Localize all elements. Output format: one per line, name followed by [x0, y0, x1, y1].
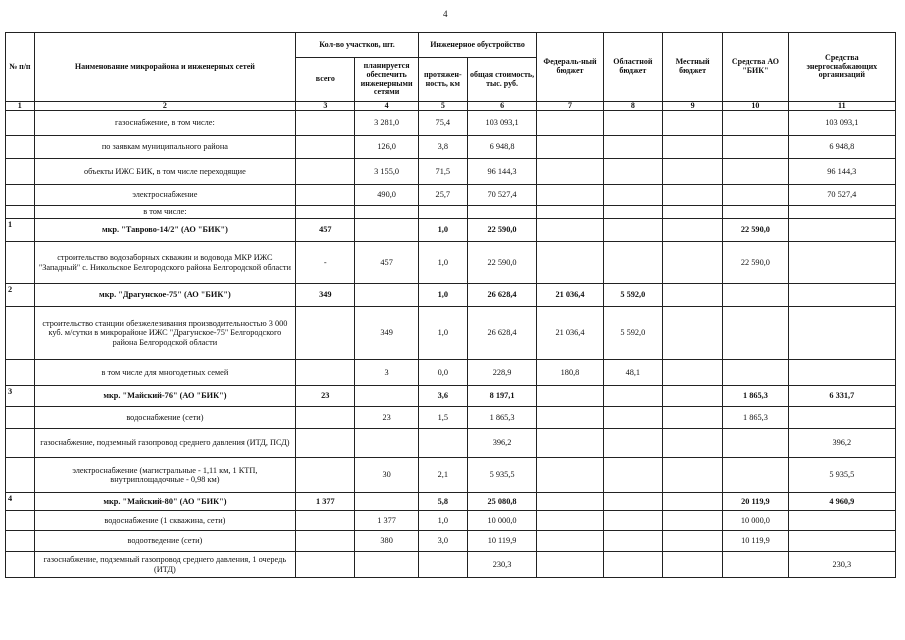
plots-total — [296, 111, 355, 136]
plots-planned: 1 377 — [355, 511, 418, 531]
row-name: электроснабжение (магистральные - 1,11 км, 1 КТП, внутриплощадочные - 0,98 км) — [34, 458, 296, 493]
column-number: 1 — [6, 102, 35, 111]
plots-total — [296, 552, 355, 578]
federal-budget: 180,8 — [537, 360, 603, 386]
row-name: газоснабжение, подземный газопровод среднего давления, 1 очередь (ИТД) — [34, 552, 296, 578]
column-numbers-row — [6, 102, 896, 111]
row-number — [6, 136, 35, 159]
length-km: 3,0 — [418, 531, 467, 552]
row-name: объекты ИЖС БИК, в том числе переходящие — [34, 159, 296, 185]
federal-budget — [537, 407, 603, 429]
regional-budget — [603, 511, 662, 531]
federal-budget — [537, 206, 603, 219]
row-number — [6, 185, 35, 206]
federal-budget — [537, 136, 603, 159]
local-budget — [662, 159, 722, 185]
plots-planned — [355, 386, 418, 407]
total-cost: 396,2 — [467, 429, 536, 458]
row-number — [6, 511, 35, 531]
header-energy: Средства энергоснабжающих организаций — [788, 33, 895, 102]
table-row — [6, 242, 896, 284]
plots-total: 1 377 — [296, 493, 355, 511]
regional-budget — [603, 552, 662, 578]
regional-budget — [603, 493, 662, 511]
column-number: 4 — [355, 102, 418, 111]
federal-budget — [537, 159, 603, 185]
total-cost: 10 000,0 — [467, 511, 536, 531]
plots-planned: 490,0 — [355, 185, 418, 206]
energy-funds — [788, 531, 895, 552]
plots-total: - — [296, 242, 355, 284]
energy-funds: 5 935,5 — [788, 458, 895, 493]
row-number — [6, 458, 35, 493]
total-cost: 230,3 — [467, 552, 536, 578]
bik-funds — [723, 360, 788, 386]
local-budget — [662, 206, 722, 219]
federal-budget — [537, 242, 603, 284]
total-cost: 5 935,5 — [467, 458, 536, 493]
plots-total — [296, 360, 355, 386]
plots-planned — [355, 284, 418, 307]
row-number — [6, 242, 35, 284]
row-name: мкр. "Майский-76" (АО "БИК") — [34, 386, 296, 407]
table-row — [6, 284, 896, 307]
table-row — [6, 159, 896, 185]
bik-funds: 10 119,9 — [723, 531, 788, 552]
table-row — [6, 360, 896, 386]
table-row — [6, 185, 896, 206]
regional-budget: 5 592,0 — [603, 284, 662, 307]
plots-total — [296, 136, 355, 159]
length-km: 1,5 — [418, 407, 467, 429]
plots-planned: 380 — [355, 531, 418, 552]
column-number: 3 — [296, 102, 355, 111]
energy-funds: 6 331,7 — [788, 386, 895, 407]
length-km: 5,8 — [418, 493, 467, 511]
local-budget — [662, 511, 722, 531]
local-budget — [662, 429, 722, 458]
table-row — [6, 493, 896, 511]
header-length: протяжен-ность, км — [418, 58, 467, 102]
row-number — [6, 307, 35, 360]
plots-planned: 457 — [355, 242, 418, 284]
plots-planned: 3 155,0 — [355, 159, 418, 185]
table-row — [6, 407, 896, 429]
row-name: в том числе: — [34, 206, 296, 219]
bik-funds — [723, 206, 788, 219]
table-row — [6, 511, 896, 531]
local-budget — [662, 219, 722, 242]
total-cost: 26 628,4 — [467, 307, 536, 360]
local-budget — [662, 111, 722, 136]
federal-budget — [537, 511, 603, 531]
header-local: Местный бюджет — [662, 33, 722, 102]
length-km: 0,0 — [418, 360, 467, 386]
row-number — [6, 206, 35, 219]
total-cost: 8 197,1 — [467, 386, 536, 407]
length-km: 1,0 — [418, 511, 467, 531]
column-number: 2 — [34, 102, 296, 111]
local-budget — [662, 493, 722, 511]
bik-funds: 20 119,9 — [723, 493, 788, 511]
regional-budget — [603, 531, 662, 552]
local-budget — [662, 407, 722, 429]
row-number: 1 — [6, 219, 35, 242]
bik-funds — [723, 159, 788, 185]
plots-planned — [355, 429, 418, 458]
energy-funds — [788, 242, 895, 284]
header-plots-total: всего — [296, 58, 355, 102]
energy-funds: 396,2 — [788, 429, 895, 458]
length-km: 1,0 — [418, 219, 467, 242]
local-budget — [662, 284, 722, 307]
plots-total — [296, 429, 355, 458]
row-name: водоснабжение (1 скважина, сети) — [34, 511, 296, 531]
federal-budget — [537, 219, 603, 242]
local-budget — [662, 136, 722, 159]
table-row — [6, 429, 896, 458]
local-budget — [662, 458, 722, 493]
federal-budget — [537, 386, 603, 407]
length-km — [418, 206, 467, 219]
header-bik: Средства АО "БИК" — [723, 33, 788, 102]
regional-budget: 48,1 — [603, 360, 662, 386]
row-name: мкр. "Драгунское-75" (АО "БИК") — [34, 284, 296, 307]
local-budget — [662, 242, 722, 284]
table-row — [6, 458, 896, 493]
plots-planned — [355, 493, 418, 511]
length-km: 2,1 — [418, 458, 467, 493]
federal-budget — [537, 185, 603, 206]
energy-funds — [788, 284, 895, 307]
header-plots-planned: планируется обеспечить инженерными сетями — [355, 58, 418, 102]
row-name: водоснабжение (сети) — [34, 407, 296, 429]
bik-funds — [723, 284, 788, 307]
row-name: мкр. "Таврово-14/2" (АО "БИК") — [34, 219, 296, 242]
column-number: 8 — [603, 102, 662, 111]
energy-funds — [788, 206, 895, 219]
total-cost — [467, 206, 536, 219]
federal-budget — [537, 458, 603, 493]
column-number: 11 — [788, 102, 895, 111]
length-km — [418, 429, 467, 458]
regional-budget — [603, 185, 662, 206]
row-number: 3 — [6, 386, 35, 407]
energy-funds: 96 144,3 — [788, 159, 895, 185]
table-row — [6, 111, 896, 136]
row-number: 4 — [6, 493, 35, 511]
local-budget — [662, 552, 722, 578]
plots-total — [296, 458, 355, 493]
energy-funds: 6 948,8 — [788, 136, 895, 159]
total-cost: 6 948,8 — [467, 136, 536, 159]
regional-budget — [603, 111, 662, 136]
row-name: строительство водозаборных скважин и водовода МКР ИЖС "Западный" с. Никольское Белгородского района Белгородской области — [34, 242, 296, 284]
row-number — [6, 159, 35, 185]
header-engineering-group: Инженерное обустройство — [418, 33, 537, 58]
plots-planned — [355, 206, 418, 219]
plots-planned: 126,0 — [355, 136, 418, 159]
column-number: 5 — [418, 102, 467, 111]
local-budget — [662, 307, 722, 360]
length-km: 1,0 — [418, 307, 467, 360]
row-name: электроснабжение — [34, 185, 296, 206]
length-km: 3,6 — [418, 386, 467, 407]
energy-funds: 230,3 — [788, 552, 895, 578]
page-number: 4 — [443, 9, 448, 19]
row-name: газоснабжение, в том числе: — [34, 111, 296, 136]
total-cost: 26 628,4 — [467, 284, 536, 307]
local-budget — [662, 185, 722, 206]
regional-budget — [603, 458, 662, 493]
total-cost: 1 865,3 — [467, 407, 536, 429]
plots-total — [296, 407, 355, 429]
plots-planned: 3 281,0 — [355, 111, 418, 136]
energy-funds — [788, 407, 895, 429]
row-number — [6, 429, 35, 458]
bik-funds: 22 590,0 — [723, 242, 788, 284]
local-budget — [662, 360, 722, 386]
plots-planned: 349 — [355, 307, 418, 360]
regional-budget — [603, 219, 662, 242]
table-row — [6, 307, 896, 360]
plots-total — [296, 159, 355, 185]
row-name: газоснабжение, подземный газопровод среднего давления (ИТД, ПСД) — [34, 429, 296, 458]
regional-budget — [603, 242, 662, 284]
row-number — [6, 360, 35, 386]
energy-funds — [788, 307, 895, 360]
regional-budget — [603, 407, 662, 429]
energy-funds — [788, 511, 895, 531]
header-federal: Федераль-ный бюджет — [537, 33, 603, 102]
regional-budget — [603, 136, 662, 159]
plots-total: 457 — [296, 219, 355, 242]
length-km: 71,5 — [418, 159, 467, 185]
row-name: в том числе для многодетных семей — [34, 360, 296, 386]
table-row — [6, 552, 896, 578]
bik-funds: 1 865,3 — [723, 386, 788, 407]
row-number — [6, 407, 35, 429]
plots-planned: 30 — [355, 458, 418, 493]
federal-budget — [537, 493, 603, 511]
plots-planned: 23 — [355, 407, 418, 429]
regional-budget — [603, 429, 662, 458]
plots-total — [296, 511, 355, 531]
plots-total — [296, 307, 355, 360]
table-row — [6, 219, 896, 242]
row-name: строительство станции обезжелезивания производительностью 3 000 куб. м/сутки в микрорайоне ИЖС "Драгунское-75" Белгородского района Белгородской области — [34, 307, 296, 360]
federal-budget: 21 036,4 — [537, 284, 603, 307]
plots-total: 349 — [296, 284, 355, 307]
row-number: 2 — [6, 284, 35, 307]
local-budget — [662, 531, 722, 552]
total-cost: 25 080,8 — [467, 493, 536, 511]
regional-budget — [603, 159, 662, 185]
bik-funds: 22 590,0 — [723, 219, 788, 242]
row-name: водоотведение (сети) — [34, 531, 296, 552]
header-cost: общая стоимость, тыс. руб. — [467, 58, 536, 102]
bik-funds — [723, 429, 788, 458]
regional-budget: 5 592,0 — [603, 307, 662, 360]
total-cost: 22 590,0 — [467, 242, 536, 284]
bik-funds: 1 865,3 — [723, 407, 788, 429]
total-cost: 10 119,9 — [467, 531, 536, 552]
local-budget — [662, 386, 722, 407]
length-km: 1,0 — [418, 284, 467, 307]
bik-funds: 10 000,0 — [723, 511, 788, 531]
energy-funds: 4 960,9 — [788, 493, 895, 511]
row-name: мкр. "Майский-80" (АО "БИК") — [34, 493, 296, 511]
bik-funds — [723, 552, 788, 578]
header-regional: Областной бюджет — [603, 33, 662, 102]
column-number: 10 — [723, 102, 788, 111]
bik-funds — [723, 185, 788, 206]
energy-funds — [788, 219, 895, 242]
bik-funds — [723, 458, 788, 493]
plots-planned: 3 — [355, 360, 418, 386]
length-km: 75,4 — [418, 111, 467, 136]
header-name: Наименование микрорайона и инженерных сетей — [34, 33, 296, 102]
row-number — [6, 531, 35, 552]
plots-planned — [355, 552, 418, 578]
total-cost: 228,9 — [467, 360, 536, 386]
total-cost: 70 527,4 — [467, 185, 536, 206]
row-number — [6, 111, 35, 136]
row-number — [6, 552, 35, 578]
regional-budget — [603, 206, 662, 219]
total-cost: 103 093,1 — [467, 111, 536, 136]
total-cost: 96 144,3 — [467, 159, 536, 185]
length-km: 3,8 — [418, 136, 467, 159]
length-km — [418, 552, 467, 578]
bik-funds — [723, 307, 788, 360]
header-num: № п/п — [6, 33, 35, 102]
energy-funds: 70 527,4 — [788, 185, 895, 206]
federal-budget: 21 036,4 — [537, 307, 603, 360]
length-km: 25,7 — [418, 185, 467, 206]
table-row — [6, 531, 896, 552]
length-km: 1,0 — [418, 242, 467, 284]
table-row — [6, 386, 896, 407]
federal-budget — [537, 429, 603, 458]
federal-budget — [537, 111, 603, 136]
plots-total: 23 — [296, 386, 355, 407]
total-cost: 22 590,0 — [467, 219, 536, 242]
plots-total — [296, 531, 355, 552]
regional-budget — [603, 386, 662, 407]
column-number: 9 — [662, 102, 722, 111]
table-row — [6, 206, 896, 219]
row-name: по заявкам муниципального района — [34, 136, 296, 159]
bik-funds — [723, 136, 788, 159]
bik-funds — [723, 111, 788, 136]
plots-planned — [355, 219, 418, 242]
plots-total — [296, 206, 355, 219]
energy-funds — [788, 360, 895, 386]
financing-table — [5, 32, 896, 578]
column-number: 7 — [537, 102, 603, 111]
header-plots-group: Кол-во участков, шт. — [296, 33, 419, 58]
column-number: 6 — [467, 102, 536, 111]
federal-budget — [537, 552, 603, 578]
table-row — [6, 136, 896, 159]
federal-budget — [537, 531, 603, 552]
energy-funds: 103 093,1 — [788, 111, 895, 136]
plots-total — [296, 185, 355, 206]
